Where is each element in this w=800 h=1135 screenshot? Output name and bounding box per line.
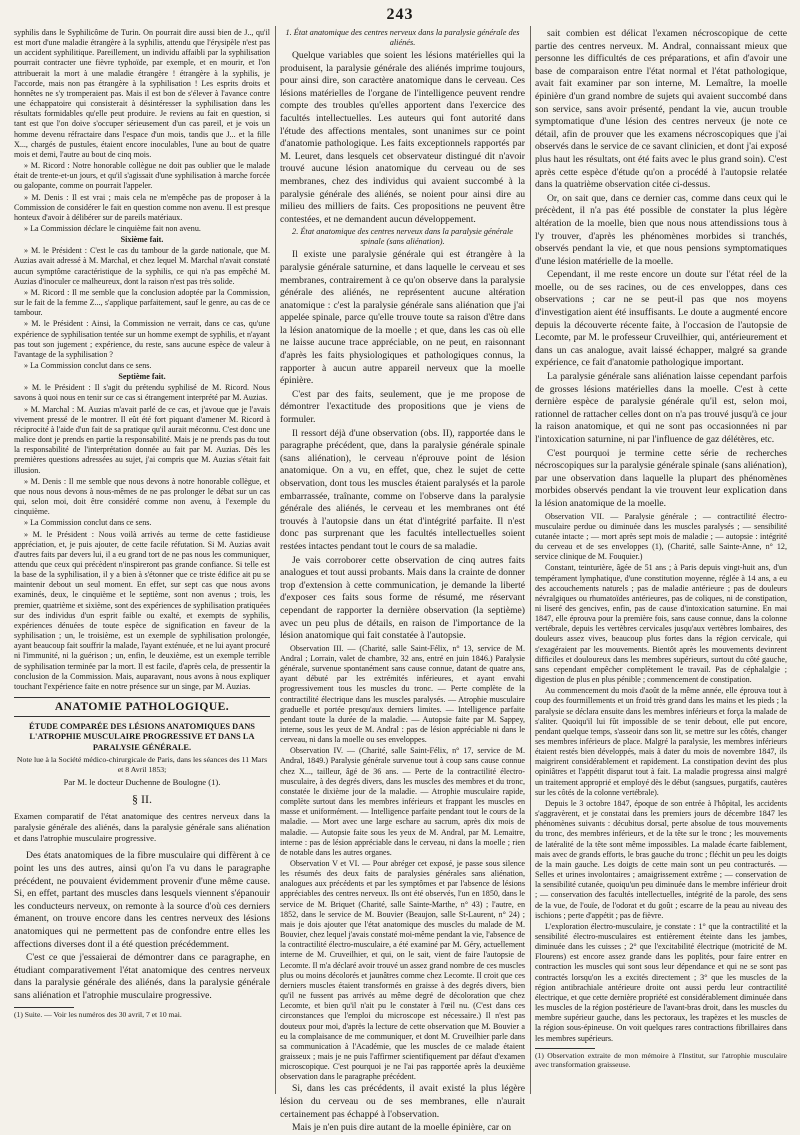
paragraph: » M. Denis : Il est vrai ; mais cela ne m'empêche pas de proposer à la Commission de considérer le fait en question comme non avenu. Il est presque honteux d'avoir à délibérer sur de pareils matériaux. xyxy=(14,192,270,222)
paragraph: Des états anatomiques de la fibre musculaire qui diffèrent à ce point les uns des autres, ainsi qu'on l'a vu dans le paragraphe précédent, ne pouvaient évidemment provenir d'une même cause. Si, en effet, partant des muscles dans lesquels viennent s'épanouir les conducteurs nerveux, on remonte à la source d'où ces derniers émanent, on trouve encore dans les centres nerveux des lésions anatomiques qui ne permettent pas de confondre entre elles les affections diverses dont il a été question précédemment. xyxy=(14,850,270,950)
paragraph: La paralysie générale sans aliénation laisse cependant parfois de grosses lésions matérielles dans la moelle. C'est à cette dernière espèce de paralysie générale qu'il est, selon moi, rationnel de rattacher celles dont on n'a pas trouvé jusqu'à ce jour la raison anatomique, et qui ne sont pas occasionnées ni par l'intoxication saturnine, ni par l'influence de gaz délétères, etc. xyxy=(535,371,787,445)
observation-paragraph: Observation V et VI. — Pour abréger cet exposé, je passe sous silence les résumés des deux faits de paralysies générales sans aliénation, analogues aux précédents et par les symptômes et par l'absence de lésions appréciables des centres nerveux. Ils ont été observés, l'un en 1850, dans le service de M. Briquet (Charité, salle Sainte-Marthe, n° 43) ; l'autre, en 1852, dans le service de M. Bouvier (Beaujon, salle St-Laurent, n° 24) ; mais je dois ajouter que l'état anatomique des muscles du malade de M. Bouvier, chez lequel j'avais constaté moi-même pendant la vie, l'absence de la contractilité électro-musculaire, a été examiné par M. Géry, actuellement interne de M. Cruveilhier, et qui, on le sait, vient de faire l'autopsie de Lecomte. Il m'a déclaré avoir trouvé un assez grand nombre de ces muscles plus ou moins décolorés et jaunâtres comme chez Lecomte. Il croit que ces derniers muscles étaient transformés en graisse à des degrés divers, bien qu'il ne fussent pas arrivés au même degré de décoloration que chez Lecomte, et bien qu'il n'ait pu le constater à l'œil nu. (C'est dans ces circonstances que l'emploi du microscope est nécessaire.) Il n'est pas douteux pour moi, d'après la lecture de cette observation que M. Bouvier a eu la complaisance de me communiquer, et dont M. Cruveilhier parle dans sa communication à l'Académie, que les muscles de ce malade étaient graisseux ; mais je ne puis l'affirmer scientifiquement par défaut d'examen microscopique. C'est pourquoi je ne l'ai pas rapportée après la deuxième observation dans le paragraphe précédent. xyxy=(280,859,525,1082)
paragraph: » M. le Président : Il s'agit du prétendu syphilisé de M. Ricord. Nous savons à quoi nous en tenir sur ce cas si étrangement interprété par M. Auzias. xyxy=(14,383,270,403)
footnote-rule xyxy=(14,1007,74,1008)
paragraph: Or, on sait que, dans ce dernier cas, comme dans ceux qui le précèdent, il n'a pas été possible de constater la plus légère altération de la moelle, bien que nous nous attendissions tous à l'y trouver, d'après les phénomènes morbides si tranchés, observés pendant la vie, et que nous pensions symptomatiques d'une lésion matérielle de la moelle. xyxy=(535,192,787,267)
page-number: 243 xyxy=(386,6,414,23)
section-number: § II. xyxy=(132,792,152,807)
observation-seven xyxy=(535,512,787,1044)
paragraph: » M. Ricord : Il me semble que la conclusion adoptée par la Commission, sur le fait de la femme Z..., s'applique parfaitement, sauf le genre, au cas de ce tambour. xyxy=(14,287,270,318)
paragraph: » La Commission conclut dans ce sens. xyxy=(24,518,152,528)
paragraph: syphilis dans le Syphilicôme de Turin. On pourrait dire aussi bien de J.., qu'il est mort d'une maladie étrangère à la syphilis, attendu que l'érysipèle n'est pas un accident syphilitique. Pareillement, un individu affaibli par la syphilisation pourrait contracter une fièvre typhoïde, par exemple, et en mourir, et l'on attribuerait la mort à une maladie étrangère ! étrangère à la syphilis, je l'accorde, mais non pas étrangère à la syphilisation ! Les esprits droits et honnêtes ne s'y tromperaient pas. Mais il est bon de s'élever à l'avance contre une échappatoire qui consisterait à désintéresser la syphilisation dans les résultats formidables qu'elle peut produire. Je reviens au fait en question, si tant est que l'on doive s'occuper sérieusement d'un cas pareil, et je vois un homme devenu réfractaire dans l'espace d'un mois, tandis que J... et la fille X..., chargés de pustules, étaient encore inoculables, l'une au bout de quatre mois et demi, l'autre au bout de cinq mois. xyxy=(14,28,270,159)
article-body-middle-2 xyxy=(280,249,525,642)
article-body-middle-3 xyxy=(280,1083,525,1134)
column-right xyxy=(535,28,787,1094)
footnote: (1) Observation extraite de mon mémoire à l'Institut, sur l'atrophie musculaire avec transformation graisseuse. xyxy=(535,1050,787,1070)
section-title: ANATOMIE PATHOLOGIQUE. xyxy=(14,697,270,717)
column-left xyxy=(14,28,270,1094)
paragraph: L'exploration électro-musculaire, je constate : 1° que la contractilité et la sensibilité électro-musculaires est entièrement éteinte dans les jambes, diminuée dans les cuisses ; 2° que l'excitabilité électrique (motricité de M. Flourens) est encore assez grande dans les poplités, pour faire entrer en contraction les muscles qui sont sous leur dépendance et qui ne se sont pas contractés lorsqu'on les a excités directement ; 3° que les muscles de la région antibrachiale antérieure droite ont aussi perdu leur contractilité électrique, et que cette dernière propriété est considérablement diminuée dans les muscles de la région postérieure de l'avant-bras droit, dans les muscles du membre supérieur gauche, dans les pectoraux, les trapèzes et les muscles de la région sous-épineuse. On voit quelques rares contractions fibrillaires dans les membres supérieurs. xyxy=(535,921,787,1043)
commission-report xyxy=(14,28,270,692)
paragraph: C'est par des faits, seulement, que je me propose de démontrer l'exactitude des propositions que je viens de formuler. xyxy=(280,388,525,426)
paragraph: Constant, teinturière, âgée de 51 ans ; à Paris depuis vingt-huit ans, d'un tempérament lymphatique, d'une constitution moyenne, réglée à 14 ans, a eu des accouchements naturels ; pas de maladie antérieure ; pas de douleurs névralgiques ou rhumatoïdes antérieures, pas de coliques, ni de constipation, ni liseré des gencives, enfin, pas de cause d'intoxication saturnine. En mai 1847, elle éprouva pour la première fois, sans cause connue, dans la colonne vertébrale, depuis les vertèbres cervicales jusqu'aux vertèbres lombaires, des douleurs assez vives, beaucoup plus fortes dans la région cervicale, qui s'exagéraient par les mouvements. Bientôt après les mouvements devinrent difficiles et douloureux dans les membres supérieurs, surtout du côté gauche, sans cependant empêcher complètement le travail. Pas de céphalalgie ; digestion de plus en plus pénible ; commencement de constipation. xyxy=(535,563,787,685)
paragraph: » M. Marchal : M. Auzias m'avait parlé de ce cas, et j'avoue que je l'avais vivement pressé de le montrer. Il eût été fort piquant d'amener M. Ricord à réciprocité à l'aide d'un fait de sa pratique qu'il aurait méconnu. C'est donc une malice dont je prends en partie la responsabilité. Mais je ne prends pas du tout la responsabilité de l'interprétation donnée au fait par M. Auzias. Dès les premières questions adressées au sujet, j'ai compris que M. Auzias s'était fait illusion. xyxy=(14,404,270,475)
observation-paragraph: Observation III. — (Charité, salle Saint-Félix, n° 13, service de M. Andral ; Lorrain, valet de chambre, 32 ans, entré en juin 1846.) Paralysie générale, survenue spontanément sans cause connue, datant de quatre ans, ayant débuté par les extrémités inférieures, et ayant envahi progressivement tous les muscles du tronc. — Perte complète de la contractilité électrique dans les muscles paralysés. — Atrophie musculaire graduelle et portée presqu'aux derniers limites. — Intelligence parfaite pendant toute la durée de la maladie. — Autopsie faite par M. Sappey, interne, sous les yeux de M. Andral : pas de lésion appréciable ni dans le cerveau, ni dans la moelle ou ses enveloppes. xyxy=(280,643,525,745)
paragraph: » M. Denis : Il me semble que nous devons à notre honorable collègue, et que nous nous devons à nous-mêmes de ne pas prolonger le débat sur un cas qui, selon moi, doit être considéré comme non avenu, à l'exemple du cinquième. xyxy=(14,476,270,517)
column-rule-right xyxy=(530,26,531,1094)
paragraph: » La Commission conclut dans ce sens. xyxy=(24,361,152,370)
observation-paragraph: Observation IV. — (Charité, salle Saint-Félix, n° 17, service de M. Andral, 1849.) Paralysie générale survenue tout à coup sans cause connue chez X..., tailleur, âgé de 36 ans. — Perte de la contractilité électro-musculaire, à des degrés divers, dans les muscles des membres et du tronc, constatée le dixième jour de la maladie. — Atrophie musculaire rapide, complète surtout dans les membres inférieurs et frappant les muscles en masse et uniformément. — Intelligence parfaite pendant tout le cours de la maladie. — Mort avec une large eschare au sacrum, après dix mois de maladie. — Autopsie faite sous les yeux de M. Andral, par M. Lemaitre, interne : pas de lésion appréciable dans le cerveau, ni dans la moelle ; rien de notable dans les autres organes. xyxy=(280,746,525,857)
subsection-caption: 2. État anatomique des centres nerveux dans la paralysie générale spinale (sans aliénation). xyxy=(292,227,513,247)
observation-heading: Observation VII. — Paralysie générale ; — contractilité électro-musculaire perdue ou diminuée dans les muscles paralysés ; — sensibilité cutanée intacte ; — mort après sept mois de maladie ; — autopsie : intégrité du cerveau et de ses enveloppes (1), (Charité, salle Sainte-Anne, n° 12, service clinique de M. Fouquier.) xyxy=(535,511,787,562)
paragraph: C'est pourquoi je termine cette série de recherches nécroscopiques sur la paralysie générale spinale (sans aliénation), par une observation dans laquelle la plupart des phénomènes morbides observés pendant la vie trouvent leur explication dans la lésion anatomique de la moelle. xyxy=(535,447,788,509)
paragraph: C'est ce que j'essaierai de démontrer dans ce paragraphe, en étudiant comparativement l'état anatomique des centres nerveux dans la paralysie générale des aliénés, dans la paralysie générale sans aliénation et l'atrophie musculaire progressive. xyxy=(14,952,270,1001)
paragraph: Depuis le 3 octobre 1847, époque de son entrée à l'hôpital, les accidents s'aggravèrent, et je constatai dans les premiers jours de décembre 1847 les phénomènes suivants : décubitus dorsal, perte absolue de tous mouvements du tronc, des membres inférieurs, et de la tête sur le tronc ; les mouvements de latéralité de la tête sont même impossibles. La malade écarte faiblement, mais avec de grands efforts, le bras gauche du tronc ; fléchit un peu les doigts de la main gauche. Les doigts de cette main sont un peu contracturés. — Selles et urines involontaires ; amaigrissement extrême ; — conservation de la sensibilité cutanée, quoiqu'un peu diminuée dans le membre inférieur droit ; — conservation des facultés intellectuelles, intégrité de la parole, des sens de la vue, de l'ouïe, de l'odorat et du goût ; escarre de la peau au niveau des ischions ; perte d'appétit ; pas de fièvre. xyxy=(535,798,787,920)
observations-summary xyxy=(280,644,525,1083)
article-body-left xyxy=(14,850,270,1002)
study-note: Note lue à la Société médico-chirurgicale de Paris, dans les séances des 11 Mars et 8 Avril 1853; xyxy=(16,755,268,774)
paragraph: Si, dans les cas précédents, il avait existé la plus légère lésion du cerveau ou de ses membranes, elle n'aurait certainement pas échappé à l'observation. xyxy=(280,1083,525,1120)
paragraph: Il existe une paralysie générale qui est étrangère à la paralysie générale saturnine, et dans laquelle le cerveau et ses membranes, contrairement à ce qu'on observe dans la paralysie générale des aliénés, ne représentent aucune altération anatomique : c'est la paralysie générale sans aliénation que j'ai appelée spinale, parce qu'elle trouve toute sa raison d'être dans la lésion anatomique de la moelle ; et que, dans les cas où elle ne laisse aucune trace appréciable, on ne peut, en raisonnant d'après les faits physiologiques et pathologiques connus, la rapporter à aucun autre appareil nerveux que la moelle épinière. xyxy=(280,249,525,387)
paragraph: » La Commission déclare le cinquième fait non avenu. xyxy=(24,223,201,233)
paragraph: » M. le Président : Ainsi, la Commission ne verrait, dans ce cas, qu'une expérience de syphilisation tentée sur un homme exempt de syphilis, et n'ayant pas tout son jugement ; expérience, du reste, sans aucune espèce de valeur à l'avantage de la syphilisation ? xyxy=(14,319,270,359)
article-body-right xyxy=(535,28,787,511)
paragraph: Cependant, il me reste encore un doute sur l'état réel de la moelle, ou de ses racines, ou de ces enveloppes, dans ces observations ; car ne se peut-il pas que nos moyens d'investigation aient été insuffisants. Le doute a augmenté encore depuis la découverte récente faite, à l'occasion de l'autopsie de Lecomte, par M. le professeur Cruveilhier, qui, antérieurement et dans un cas analogue, avait laissé échapper, malgré sa grande expérience, ce fait d'anatomie pathologique important. xyxy=(535,269,787,369)
paragraph: » M. le Président : Nous voilà arrivés au terme de cette fastidieuse appréciation, et, je puis ajouter, de cette facile réfutation. Si M. Auzias avait d'autres faits par devers lui, il a eu grand tort de ne pas nous les communiquer, attendu que ceux qui précèdent n'inspireront pas grande confiance. Si telle est la base de la syphilisation, il y a bien à s'étonner que ce triste édifice ait pu se maintenir debout un seul moment. En effet, sur sept cas que nous avons examinés, deux, le cinquième et le septième, sont non avenus ; trois, les premier, quatrième et sixième, sont des expériences de syphilisation pratiquées sur des individus d'un esprit faible ou exalté, et exempts de syphilis, expériences dénuées de toute espèce de signification en faveur de la syphilisation ; un, le troisième, est un exemple de syphilisation prolongée, ayant beaucoup fait souffrir la malade, l'ayant exténuée, et ne lui ayant procuré ni l'immunité, ni la guérison ; un, enfin, le deuxième, est un exemple terrible de syphilisation terminée par la mort. Il est facile, d'après cela, de pressentir la conclusion de la Commission. Mais, auparavant, nous avons à nous expliquer touchant l'expérience faite en notre présence sur un singe, par M. Auzias. xyxy=(14,529,270,691)
footnote-rule xyxy=(535,1048,595,1049)
subsection-caption: 1. État anatomique des centres nerveux dans la paralysie générale des aliénés. xyxy=(285,28,520,47)
paragraph: Mais je n'en puis dire autant de la moelle épinière, car on xyxy=(292,1122,512,1134)
study-title: ÉTUDE COMPARÉE DES LÉSIONS ANATOMIQUES DANS L'ATROPHIE MUSCULAIRE PROGRESSIVE ET DANS LA PARALYSIE GÉNÉRALE. xyxy=(29,722,255,752)
sixth-fact-heading: Sixième fait. xyxy=(120,235,164,245)
column-rule-left xyxy=(275,26,276,1094)
article-body-middle xyxy=(280,50,525,226)
paragraph: sait combien est délicat l'examen nécroscopique de cette partie des centres nerveux. M. Andral, connaissant mieux que personne les difficultés de ces préparations, et afin d'avoir une base de comparaison entre l'état normal et l'état pathologique, avait fait examiner par son interne, M. Lemaître, la moelle épinière d'un grand nombre de sujets qui avaient succombé dans son service, sans avoir présenté, pendant la vie, aucun trouble symptomatique d'une lésion des centres nerveux (je note ce détail, afin de prouver que les examens nécroscopiques que j'ai observés dans le service de ce savant clinicien, et dont j'ai exposé plus haut les résultats, ont été faits avec le plus grand soin). C'est après cette espèce d'étude qu'on a procédé à l'autopsie relatée dans la quatrième observation citée ci-dessus. xyxy=(535,28,787,191)
author-line: Par M. le docteur Duchenne de Boulogne (1). xyxy=(63,777,221,788)
paragraph: » M. Ricord : Notre honorable collègue ne doit pas oublier que le malade était de trente-et-un jours, et qu'il s'agissait d'une syphilisation à marche forcée ou galopante, comme on pourrait l'appeler. xyxy=(14,161,270,191)
paragraph: Au commencement du mois d'août de la même année, elle éprouva tout à coup des fourmillements et un froid très grand dans les mains et les pieds ; la paralysie se déclara ensuite dans les membres inférieurs et força la malade de s'aliter. Quoiqu'il lui fût impossible de se tenir debout, elle put encore, pendant quelque temps, s'asseoir dans son lit, se mettre sur les côtés, changer ses membres inférieurs de place. Malgré la paralysie, les membres inférieurs étaient restés bien développés, mais à dater du mois de novembre 1847, ils maigrirent considérablement et rapidement. La constipation devint des plus opiniâtres et l'appétit disparut tout à fait. La maladie progressa ainsi malgré un traitement approprié et employé dès le début (sangsues, purgatifs, cautères sur les côtés de la colonne vertébrale). xyxy=(535,686,787,797)
paragraph: Je vais corroborer cette observation de cinq autres faits analogues et tout aussi probants. Mais dans la crainte de donner trop d'extension à cette communication, je demande la liberté d'exposer ces faits sous forme de résumé, me réservant cependant de rapporter la dernière observation (la septième) avec un peu plus de détails, en raison de l'importance de la lésion anatomique qui fait constatée à l'autopsie. xyxy=(280,554,525,642)
exam-title: Examen comparatif de l'état anatomique des centres nerveux dans la paralysie générale des aliénés, dans la paralysie générale sans aliénation et dans l'atrophie musculaire progressive. xyxy=(14,811,270,844)
paragraph: » M. le Président : C'est le cas du tambour de la garde nationale, que M. Auzias avait adressé à M. Marchal, et chez lequel M. Marchal n'avait constaté aucun symptôme caractéristique de la syphilis, ce qui n'a pas empêché M. Auzias d'inoculer ce malheureux, dont la raison n'est pas très solide. xyxy=(14,246,270,286)
column-middle xyxy=(280,28,525,1134)
paragraph: Quelque variables que soient les lésions matérielles qui la produisent, la paralysie générale des aliénés imprime toujours, pour ainsi dire, son caractère anatomique dans le cerveau. Ces lésions matérielles de l'organe de l'intelligence peuvent rendre compte des troubles qu'elles apportent dans l'exercice des facultés intellectuelles. Les auteurs qui font autorité dans l'étude des affections mentales, sont unanimes sur ce point d'anatomie pathologique. Les faits exceptionnels rapportés par M. Leuret, dans lesquels cet observateur distingué dit n'avoir trouvé aucune lésion anatomique du cerveau ou de ses membranes, chez des individus qui avaient succombé à la paralysie générale des aliénés, se noient pour ainsi dire au milieu des milliers de faits. Ces propositions ne peuvent être contestées, et ne demandent aucun développement. xyxy=(280,50,525,225)
paragraph: Il ressort déjà d'une observation (obs. II), rapportée dans le paragraphe précédent, que, dans la paralysie générale spinale (sans aliénation), le cerveau n'éprouve point de lésion anatomique. On a vu, en effet, que, chez le sujet de cette observation, dont tous les muscles étaient paralysés et la parole embarrassée, traînante, comme on l'observe dans la paralysie générale des aliénés, le cerveau et les membranes ont été trouvés à l'autopsie dans un état d'intégrité parfaite. Il n'est donc pas surprenant que les facultés intellectuelles soient restées intactes pendant tout le cours de sa maladie. xyxy=(280,427,525,552)
seventh-fact-heading: Septième fait. xyxy=(118,372,166,382)
footnote: (1) Suite. — Voir les numéros des 30 avril, 7 et 10 mai. xyxy=(14,1009,182,1019)
